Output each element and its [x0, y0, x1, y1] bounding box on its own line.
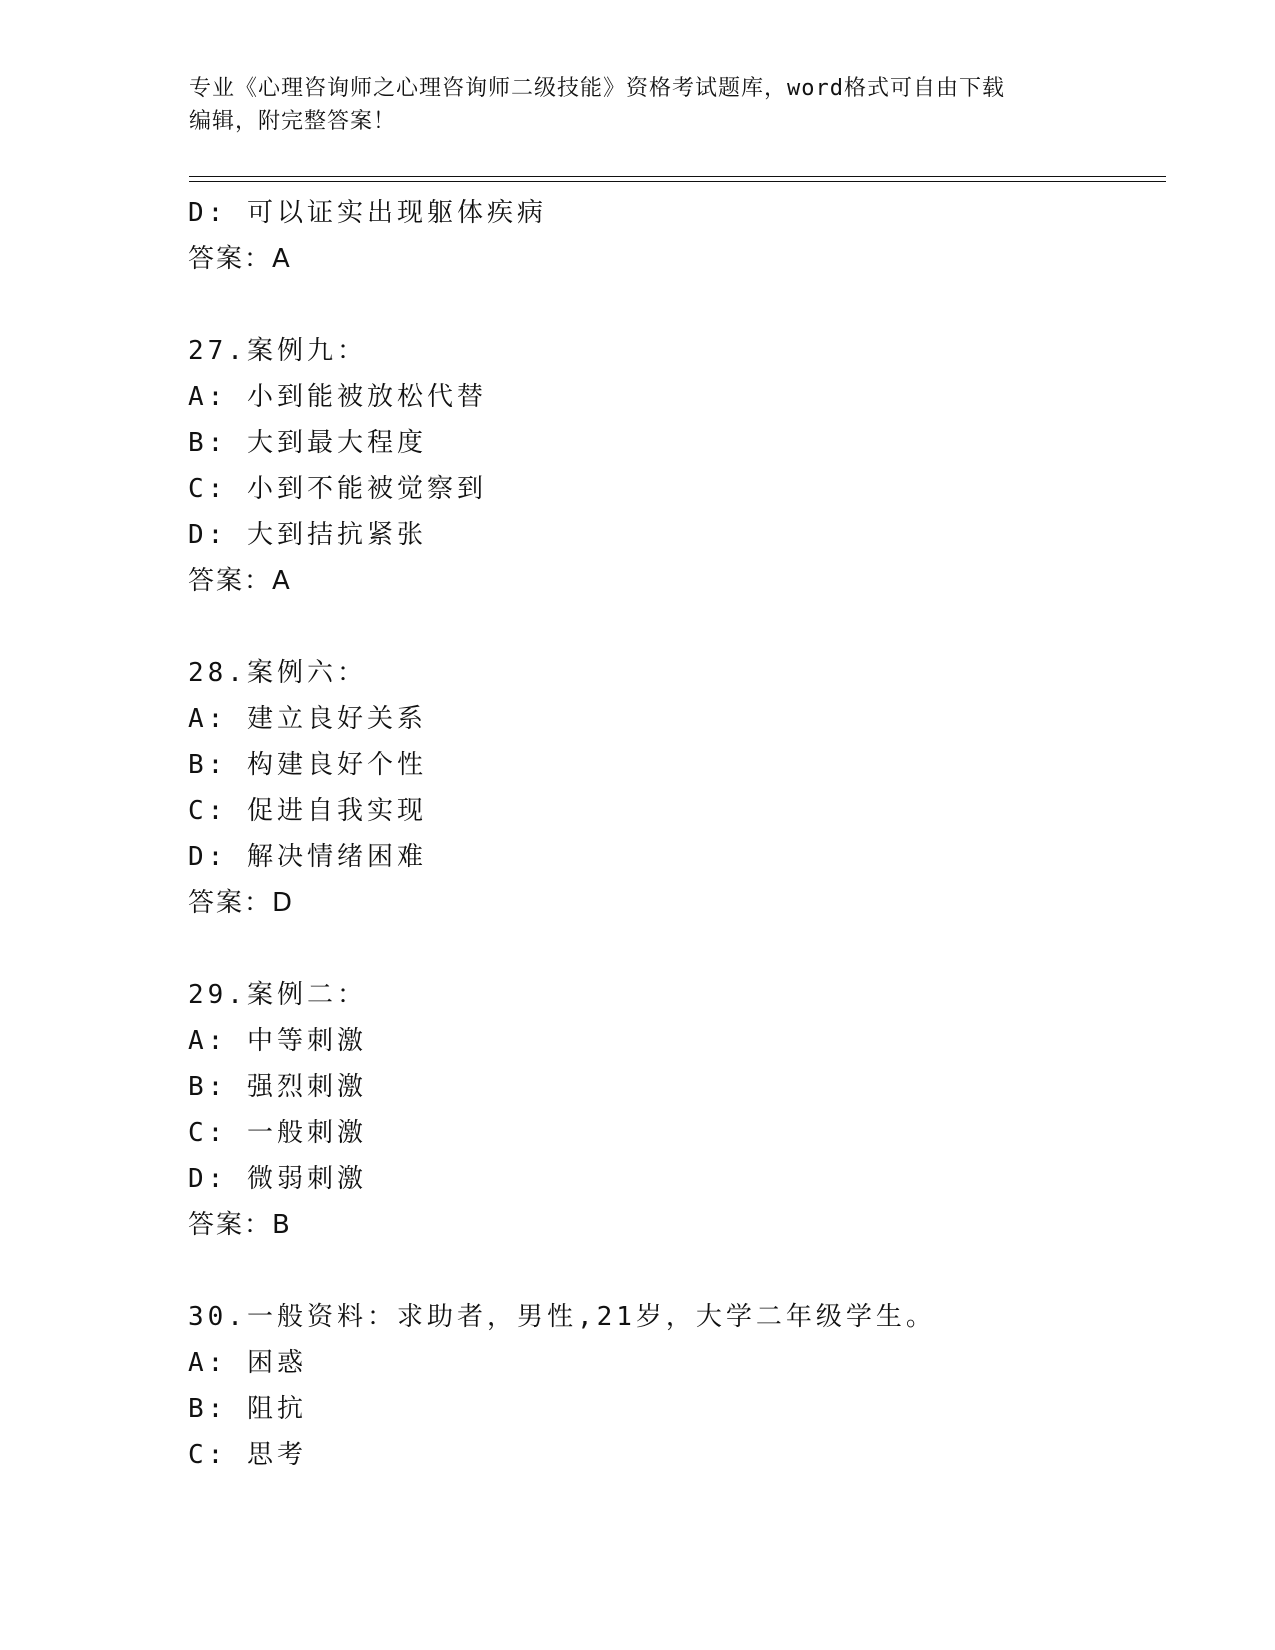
option-a: A: 中等刺激	[188, 1026, 367, 1056]
option-b: B: 大到最大程度	[188, 428, 427, 458]
question-stem: 30.一般资料：求助者，男性,21岁，大学二年级学生。	[188, 1302, 936, 1332]
option-d: D: 微弱刺激	[188, 1164, 367, 1194]
question-30	[188, 1294, 1168, 1478]
option-c: C: 促进自我实现	[188, 796, 427, 826]
answer: 答案：A	[188, 566, 292, 596]
option-b: B: 阻抗	[188, 1394, 307, 1424]
option-b: B: 构建良好个性	[188, 750, 427, 780]
document-header	[189, 72, 1089, 138]
option-a: A: 小到能被放松代替	[188, 382, 487, 412]
option-d: D: 解决情绪困难	[188, 842, 427, 872]
prev-option-d: D: 可以证实出现躯体疾病	[188, 198, 547, 228]
prev-answer: 答案：A	[188, 244, 292, 274]
answer: 答案：D	[188, 888, 295, 918]
question-stem: 29.案例二：	[188, 980, 367, 1010]
answer: 答案：B	[188, 1210, 292, 1240]
option-c: C: 一般刺激	[188, 1118, 367, 1148]
question-29	[188, 972, 1168, 1248]
option-a: A: 建立良好关系	[188, 704, 427, 734]
header-divider-top	[189, 176, 1166, 177]
option-c: C: 小到不能被觉察到	[188, 474, 487, 504]
option-a: A: 困惑	[188, 1348, 307, 1378]
header-line-1: 专业《心理咨询师之心理咨询师二级技能》资格考试题库，word格式可自由下载	[189, 76, 1005, 101]
header-line-2: 编辑，附完整答案！	[189, 109, 397, 134]
header-divider-bottom	[189, 181, 1166, 182]
option-b: B: 强烈刺激	[188, 1072, 367, 1102]
question-28	[188, 650, 1168, 926]
question-stem: 28.案例六：	[188, 658, 367, 688]
question-list	[188, 190, 1168, 1478]
question-stem: 27.案例九：	[188, 336, 367, 366]
option-d: D: 大到拮抗紧张	[188, 520, 427, 550]
option-c: C: 思考	[188, 1440, 307, 1470]
question-27	[188, 328, 1168, 604]
